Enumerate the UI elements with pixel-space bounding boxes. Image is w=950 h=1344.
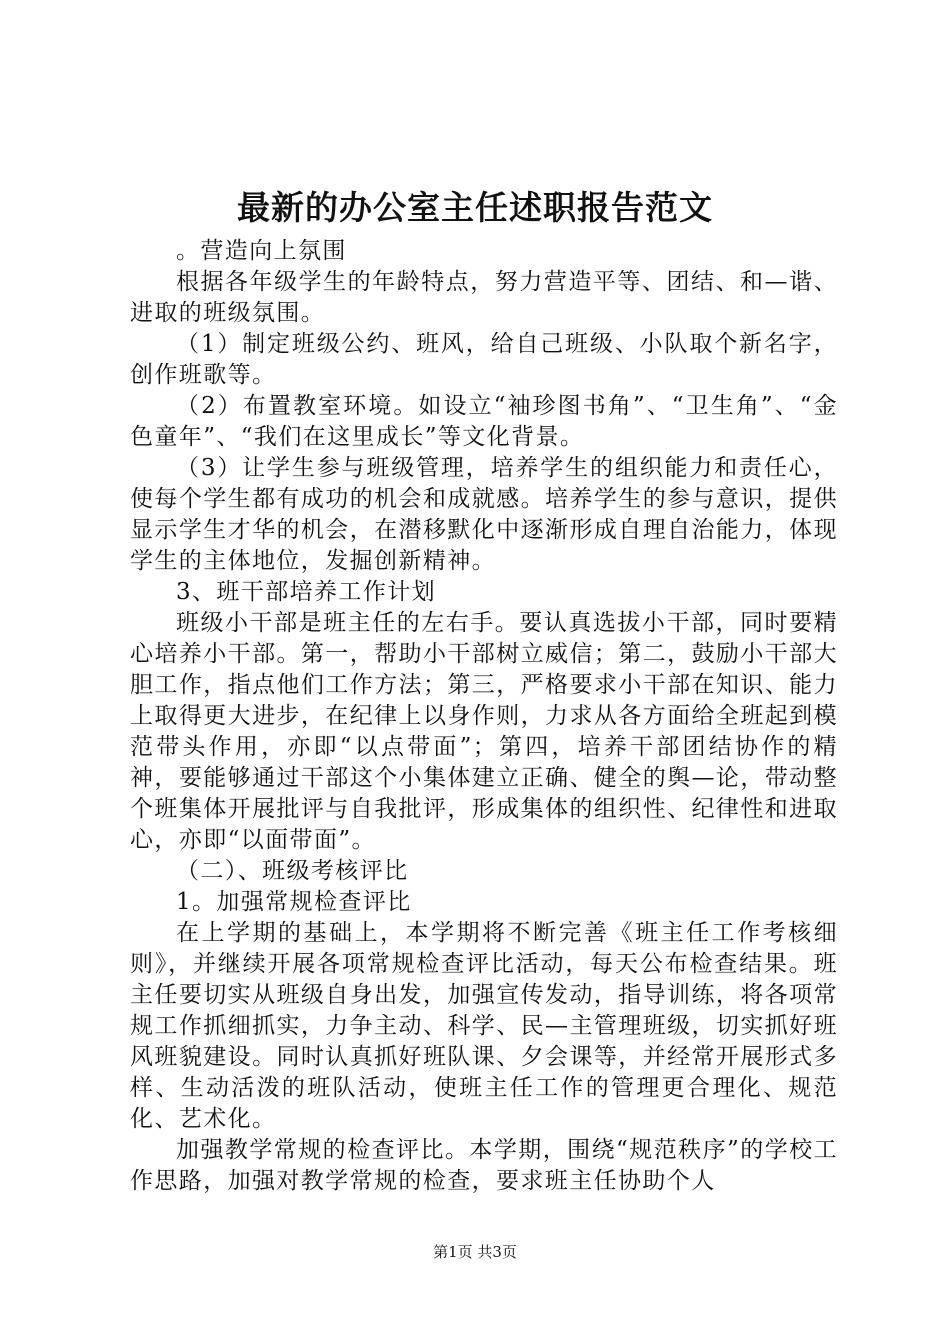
paragraph: （3）让学生参与班级管理，培养学生的组织能力和责任心，使每个学生都有成功的机会和成就感。培养学生的参与意识，提供显示学生才华的机会，在潜移默化中逐渐形成自理自治能力，体现学生的主体地位，发掘创新精神。 [130, 455, 838, 574]
paragraph: （1）制定班级公约、班风，给自己班级、小队取个新名字，创作班歌等。 [130, 331, 838, 388]
section-heading: 1。加强常规检查评比 [176, 889, 412, 915]
paragraph: 。营造向上氛围 [176, 238, 347, 264]
document-title: 最新的办公室主任述职报告范文 [237, 188, 713, 227]
page-footer: 第1页 共3页 [433, 1243, 517, 1261]
paragraph: 根据各年级学生的年龄特点，努力营造平等、团结、和—谐、进取的班级氛围。 [130, 269, 838, 326]
section-heading: （二）、班级考核评比 [176, 858, 409, 884]
section-heading: 3、班干部培养工作计划 [176, 579, 437, 605]
paragraph: 班级小干部是班主任的左右手。要认真选拔小干部，同时要精心培养小干部。第一，帮助小干部树立威信；第二，鼓励小干部大胆工作，指点他们工作方法；第三，严格要求小干部在知识、能力上取得更大进步，在纪律上以身作则，力求从各方面给全班起到模范带头作用，亦即“以点带面”；第四，培养干部团结协作的精神，要能够通过干部这个小集体建立正确、健全的舆—论，带动整个班集体开展批评与自我批评，形成集体的组织性、纪律性和进取心，亦即“以面带面”。 [130, 610, 838, 853]
paragraph: 在上学期的基础上，本学期将不断完善《班主任工作考核细则》，并继续开展各项常规检查评比活动，每天公布检查结果。班主任要切实从班级自身出发，加强宣传发动，指导训练，将各项常规工作抓细抓实，力争主动、科学、民—主管理班级，切实抓好班风班貌建设。同时认真抓好班队课、夕会课等，并经常开展形式多样、生动活泼的班队活动，使班主任工作的管理更合理化、规范化、艺术化。 [130, 920, 838, 1132]
document-body [130, 236, 838, 1197]
paragraph: 加强教学常规的检查评比。本学期，围绕“规范秩序”的学校工作思路，加强对教学常规的检查，要求班主任协助个人 [130, 1137, 838, 1194]
paragraph: （2）布置教室环境。如设立“袖珍图书角”、“卫生角”、“金色童年”、“我们在这里成长”等文化背景。 [130, 393, 838, 450]
